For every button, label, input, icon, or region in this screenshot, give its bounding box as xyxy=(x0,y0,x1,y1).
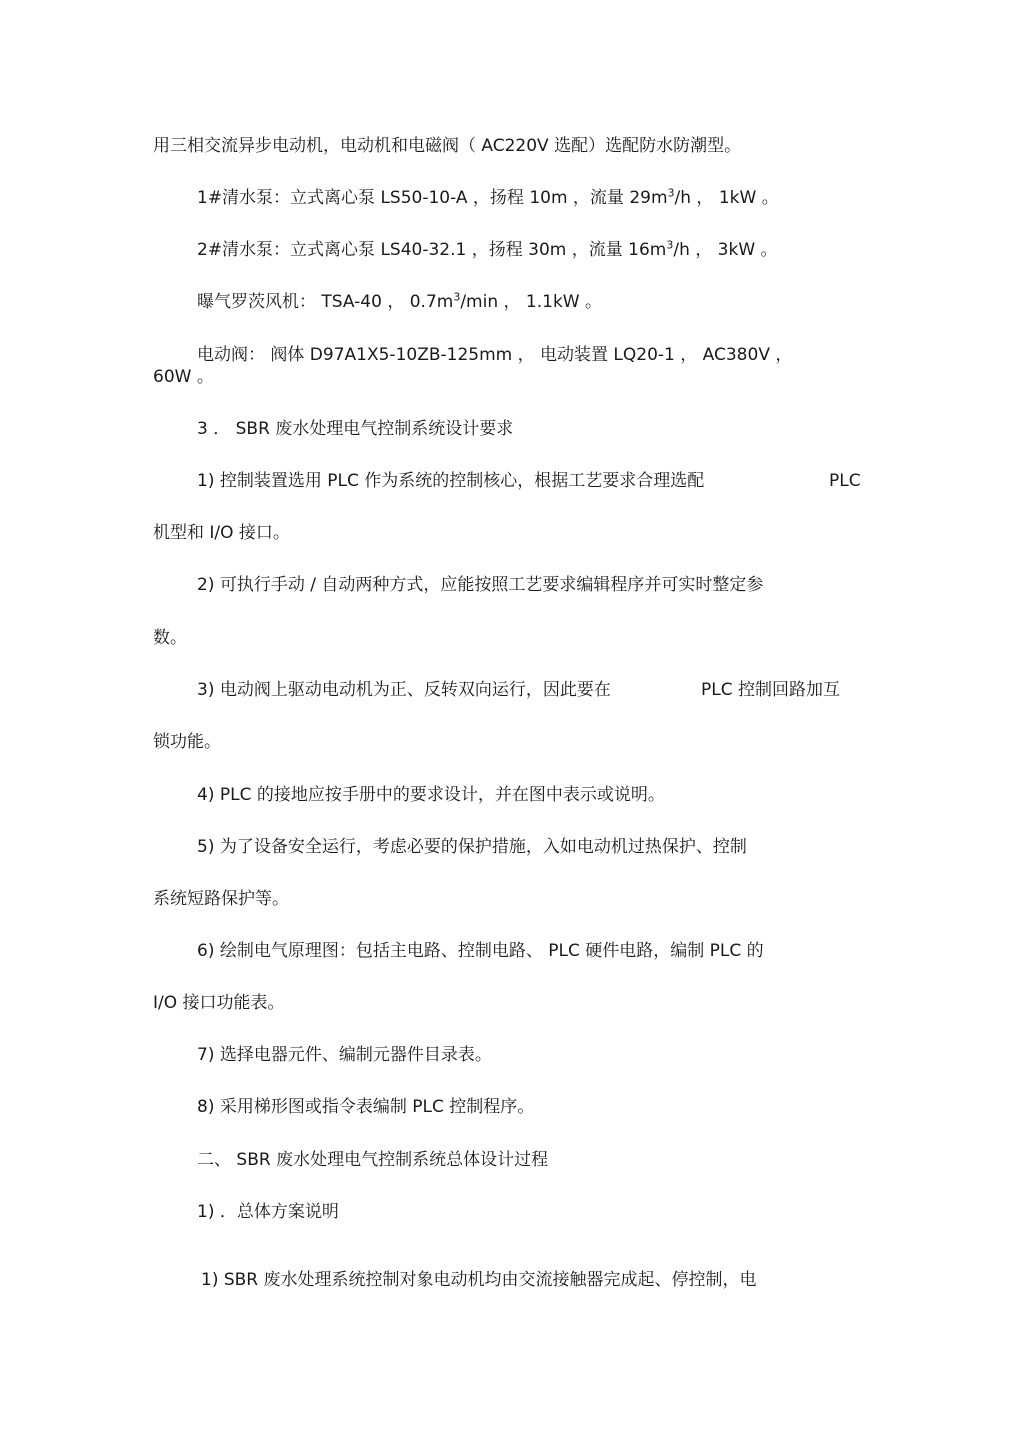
req-7: 7) 选择电器元件、编制元器件目录表。 xyxy=(197,1045,492,1065)
req-2: 2) 可执行手动 / 自动两种方式，应能按照工艺要求编辑程序并可实时整定参 xyxy=(197,575,764,595)
pump-1-text: 1#清水泵：立式离心泵 LS50-10-A ，扬程 10m ，流量 29m xyxy=(197,188,668,208)
req-5-cont: 系统短路保护等。 xyxy=(153,889,289,909)
req-6-cont: I/O 接口功能表。 xyxy=(153,993,285,1013)
req-1: 1) 控制装置选用 PLC 作为系统的控制核心，根据工艺要求合理选配 xyxy=(197,471,705,491)
text-line-last: 1) SBR 废水处理系统控制对象电动机均由交流接触器完成起、停控制，电 xyxy=(201,1270,757,1290)
text-line-pump-1 xyxy=(197,187,779,209)
req-1-plc: PLC xyxy=(829,471,861,491)
blower-tail: /min ， 1.1kW 。 xyxy=(460,292,603,312)
req-3-cont: 锁功能。 xyxy=(153,732,221,752)
pump-2-superscript: 3 xyxy=(666,238,674,252)
pump-1-superscript: 3 xyxy=(667,186,675,200)
blower-superscript: 3 xyxy=(453,290,461,304)
section-heading-3: 3 ． SBR 废水处理电气控制系统设计要求 xyxy=(197,419,514,439)
pump-2-tail: /h ， 3kW 。 xyxy=(673,240,778,260)
text-line-valve-cont: 60W 。 xyxy=(153,367,214,387)
pump-1-tail: /h ， 1kW 。 xyxy=(674,188,779,208)
text-line-blower xyxy=(197,291,602,313)
text-line-1: 用三相交流异步电动机，电动机和电磁阀（ AC220V 选配）选配防水防潮型。 xyxy=(153,136,742,156)
req-4: 4) PLC 的接地应按手册中的要求设计，并在图中表示或说明。 xyxy=(197,785,665,805)
req-1-cont: 机型和 I/O 接口。 xyxy=(153,523,290,543)
req-2-cont: 数。 xyxy=(153,628,187,648)
section-heading-2: 二、 SBR 废水处理电气控制系统总体设计过程 xyxy=(197,1150,549,1170)
req-3-plc: PLC 控制回路加互 xyxy=(701,680,840,700)
text-line-valve: 电动阀： 阀体 D97A1X5-10ZB-125mm ， 电动装置 LQ20-1 ， AC380V ， xyxy=(197,345,793,365)
blower-text: 曝气罗茨风机： TSA-40 ， 0.7m xyxy=(197,292,454,312)
text-line-pump-2 xyxy=(197,239,778,261)
req-3: 3) 电动阀上驱动电动机为正、反转双向运行，因此要在 xyxy=(197,680,611,700)
req-8: 8) 采用梯形图或指令表编制 PLC 控制程序。 xyxy=(197,1097,535,1117)
pump-2-text: 2#清水泵：立式离心泵 LS40-32.1 ，扬程 30m ，流量 16m xyxy=(197,240,667,260)
req-6: 6) 绘制电气原理图：包括主电路、控制电路、 PLC 硬件电路，编制 PLC 的 xyxy=(197,941,764,961)
req-5: 5) 为了设备安全运行，考虑必要的保护措施，入如电动机过热保护、控制 xyxy=(197,837,747,857)
subsection-1: 1) ．总体方案说明 xyxy=(197,1202,339,1222)
